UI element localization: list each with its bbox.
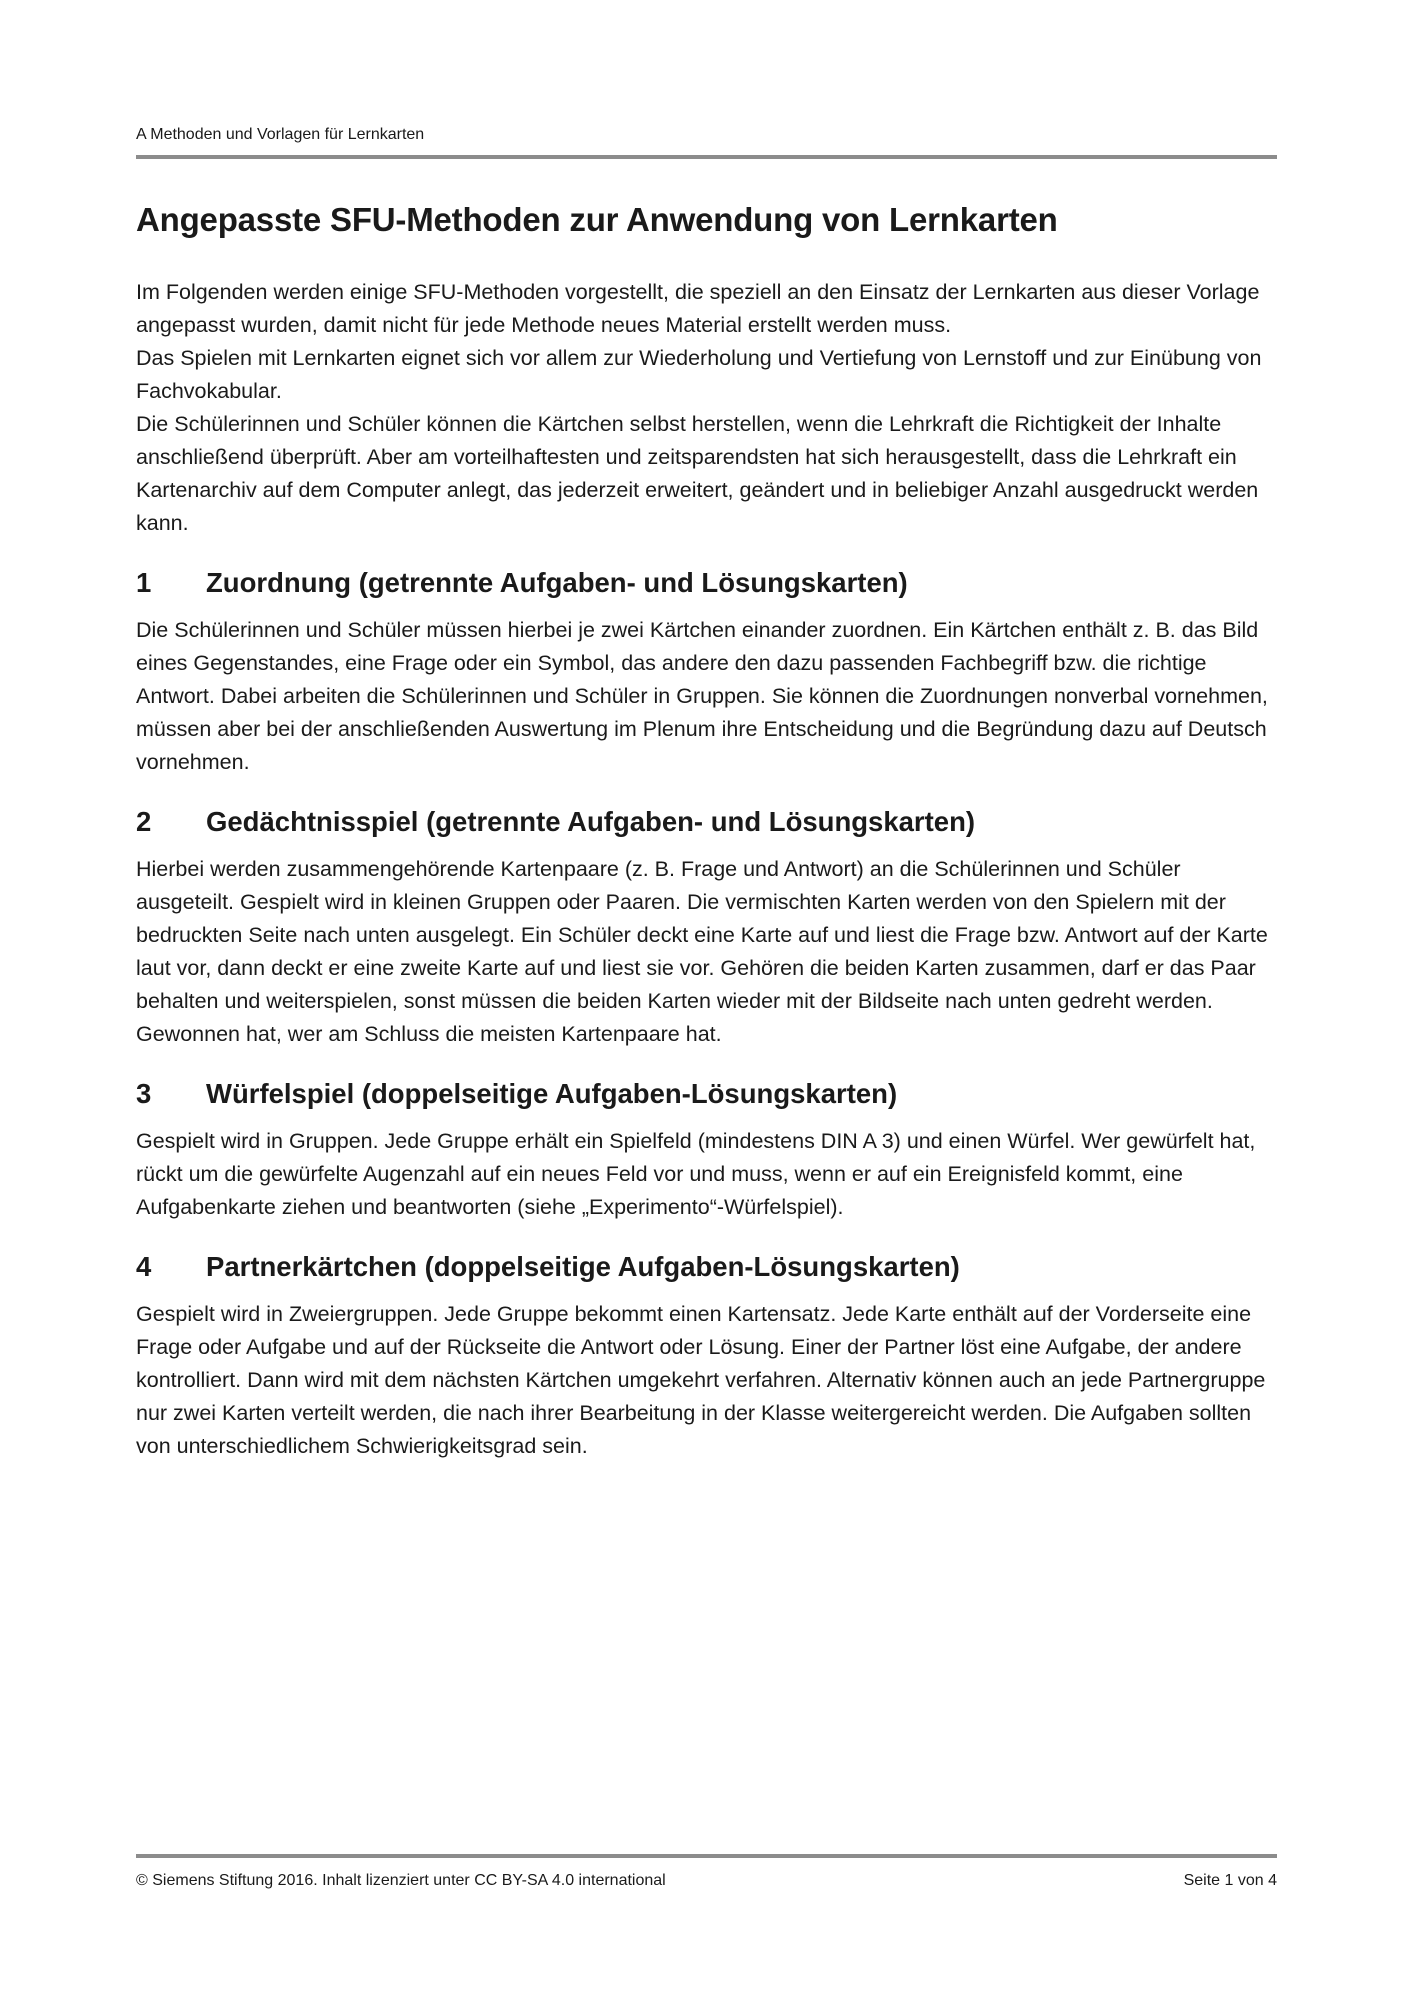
section-text: Die Schülerinnen und Schüler müssen hierbei je zwei Kärtchen einander zuordnen. Ein Kärtchen enthält z. B. das Bild eines Gegenstandes, eine Frage oder ein Symbol, das andere den dazu passenden Fachbegriff bzw. die richtige Antwort. Dabei arbeiten die Schülerinnen und Schüler in Gruppen. Sie können die Zuordnungen nonverbal vornehmen, müssen aber bei der anschließenden Auswertung im Plenum ihre Entscheidung und die Begründung dazu auf Deutsch vornehmen. (136, 618, 1268, 774)
section-number: 1 (136, 567, 152, 598)
intro-paragraph: Im Folgenden werden einige SFU-Methoden vorgestellt, die speziell an den Einsatz der Lernkarten aus dieser Vorlage angepasst wurden, damit nicht für jede Methode neues Material erstellt werden muss. (136, 280, 1260, 337)
section-heading (136, 564, 1277, 602)
section-title: Zuordnung (getrennte Aufgaben- und Lösungskarten) (206, 567, 908, 598)
running-header: A Methoden und Vorlagen für Lernkarten (136, 126, 425, 143)
page-number: Seite 1 von 4 (1183, 1872, 1277, 1889)
page-footer (136, 1872, 1277, 1890)
section-text: Hierbei werden zusammengehörende Kartenpaare (z. B. Frage und Antwort) an die Schülerinnen und Schüler ausgeteilt. Gespielt wird in kleinen Gruppen oder Paaren. Die vermischten Karten werden von den Spielern mit der bedruckten Seite nach unten ausgelegt. Ein Schüler deckt eine Karte auf und liest die Frage bzw. Antwort auf der Karte laut vor, dann deckt er eine zweite Karte auf und liest sie vor. Gehören die beiden Karten zusammen, darf er das Paar behalten und weiterspielen, sonst müssen die beiden Karten wieder mit der Bildseite nach unten gedreht werden. Gewonnen hat, wer am Schluss die meisten Kartenpaare hat. (136, 857, 1268, 1046)
intro (136, 276, 1277, 540)
section-title: Würfelspiel (doppelseitige Aufgaben-Lösungskarten) (206, 1078, 898, 1109)
copyright-notice: © Siemens Stiftung 2016. Inhalt lizenziert unter CC BY-SA 4.0 international (136, 1872, 666, 1889)
section-number: 4 (136, 1251, 152, 1282)
section-heading (136, 1248, 1277, 1286)
section-partnerkaertchen (136, 1248, 1277, 1463)
section-number: 3 (136, 1078, 152, 1109)
document-body (136, 198, 1277, 1463)
section-text: Gespielt wird in Zweiergruppen. Jede Gruppe bekommt einen Kartensatz. Jede Karte enthält auf der Vorderseite eine Frage oder Aufgabe und auf der Rückseite die Antwort oder Lösung. Einer der Partner löst eine Aufgabe, der andere kontrolliert. Dann wird mit dem nächsten Kärtchen umgekehrt verfahren. Alternativ können auch an jede Partnergruppe nur zwei Karten verteilt werden, die nach ihrer Bearbeitung in der Klasse weitergereicht werden. Die Aufgaben sollten von unterschiedlichem Schwierigkeitsgrad sein. (136, 1302, 1266, 1458)
section-heading (136, 1075, 1277, 1113)
section-gedaechtnisspiel (136, 803, 1277, 1051)
footer-divider (136, 1854, 1277, 1858)
section-zuordnung (136, 564, 1277, 779)
header-divider (136, 155, 1277, 159)
section-title: Gedächtnisspiel (getrennte Aufgaben- und Lösungskarten) (206, 806, 976, 837)
intro-paragraph: Das Spielen mit Lernkarten eignet sich vor allem zur Wiederholung und Vertiefung von Lernstoff und zur Einübung von Fachvokabular. (136, 346, 1262, 403)
section-number: 2 (136, 806, 152, 837)
section-text: Gespielt wird in Gruppen. Jede Gruppe erhält ein Spielfeld (mindestens DIN A 3) und einen Würfel. Wer gewürfelt hat, rückt um die gewürfelte Augenzahl auf ein neues Feld vor und muss, wenn er auf ein Ereignisfeld kommt, eine Aufgabenkarte ziehen und beantworten (siehe „Experimento“-Würfelspiel). (136, 1129, 1256, 1219)
section-wuerfelspiel (136, 1075, 1277, 1224)
section-title: Partnerkärtchen (doppelseitige Aufgaben-Lösungskarten) (206, 1251, 960, 1282)
page-title: Angepasste SFU-Methoden zur Anwendung von Lernkarten (136, 201, 1058, 238)
intro-paragraph: Die Schülerinnen und Schüler können die Kärtchen selbst herstellen, wenn die Lehrkraft die Richtigkeit der Inhalte anschließend überprüft. Aber am vorteilhaftesten und zeitsparendsten hat sich herausgestellt, dass die Lehrkraft ein Kartenarchiv auf dem Computer anlegt, das jederzeit erweitert, geändert und in beliebiger Anzahl ausgedruckt werden kann. (136, 412, 1259, 535)
section-heading (136, 803, 1277, 841)
